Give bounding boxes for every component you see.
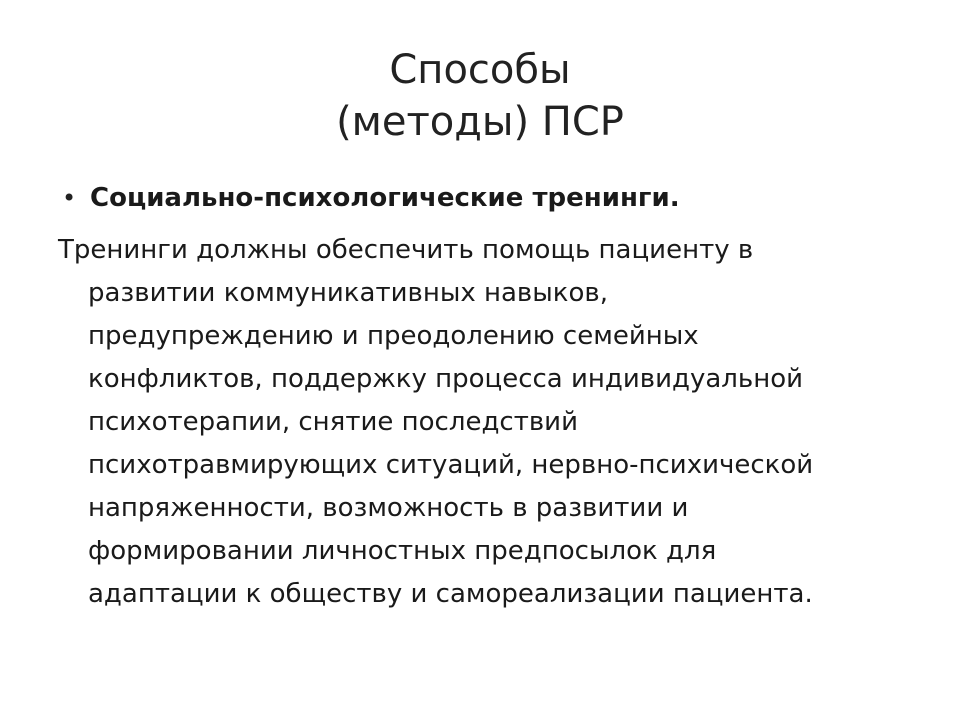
- title-line-2: (методы) ПСР: [336, 99, 624, 145]
- title-line-1: Способы: [389, 47, 571, 93]
- paragraph-line: адаптации к обществу и самореализации пациента.: [88, 579, 813, 609]
- paragraph-line: конфликтов, поддержку процесса индивидуальной: [88, 364, 804, 394]
- paragraph-line: психотерапии, снятие последствий: [88, 407, 578, 437]
- paragraph-line: развитии коммуникативных навыков,: [88, 278, 608, 308]
- bullet-marker: •: [62, 184, 77, 212]
- bullet-text: Социально-психологические тренинги.: [90, 183, 680, 213]
- paragraph-line: напряженности, возможность в развитии и: [88, 493, 689, 523]
- paragraph-line: предупреждению и преодолению семейных: [88, 321, 699, 351]
- body-paragraph: [58, 229, 908, 616]
- paragraph-line: формировании личностных предпосылок для: [88, 536, 717, 566]
- paragraph-line: психотравмирующих ситуаций, нервно-психической: [88, 450, 814, 480]
- paragraph-line: Тренинги должны обеспечить помощь пациенту в: [58, 235, 754, 265]
- bullet-item: [62, 180, 902, 220]
- slide-title: [0, 44, 960, 148]
